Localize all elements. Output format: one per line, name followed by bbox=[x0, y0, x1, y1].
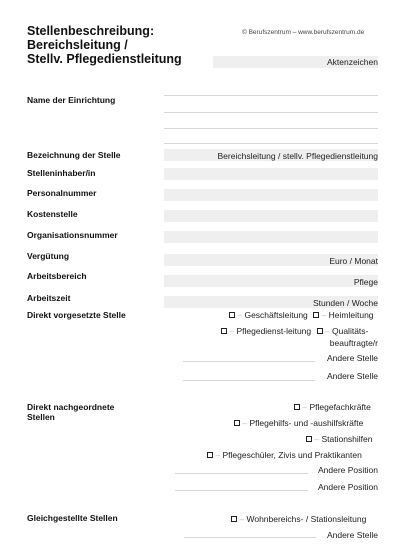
option-geschaeftsleitung[interactable]: – Geschäftsleitung – Heimleitung bbox=[229, 310, 374, 320]
andere-position-1: Andere Position bbox=[317, 465, 378, 475]
andere-position-line-1[interactable] bbox=[175, 473, 308, 474]
checkbox-icon[interactable] bbox=[207, 452, 213, 458]
checkbox-icon[interactable] bbox=[313, 312, 319, 318]
personalnummer-label: Personalnummer bbox=[27, 188, 97, 198]
copyright-notice: © Berufszentrum – www.berufszentrum.de bbox=[242, 29, 365, 36]
arbeitsbereich-label: Arbeitsbereich bbox=[27, 271, 87, 281]
organisationsnummer-field[interactable] bbox=[164, 231, 378, 243]
checkbox-icon[interactable] bbox=[317, 328, 323, 334]
option-label: Pflegeschüler, Zivis und Praktikanten bbox=[222, 450, 362, 460]
einrichtung-line-4[interactable] bbox=[164, 143, 378, 144]
gleich-andere-stelle: Andere Stelle bbox=[326, 530, 378, 540]
option-label: Wohnbereichs- / Stationsleitung bbox=[246, 514, 367, 524]
document-title bbox=[27, 24, 182, 66]
stelleninhaber-label: Stelleninhaber/in bbox=[27, 168, 96, 178]
option-label: Heimleitung bbox=[328, 310, 374, 320]
personalnummer-field[interactable] bbox=[164, 189, 378, 201]
kostenstelle-label: Kostenstelle bbox=[27, 209, 78, 219]
option-label: Qualitäts- bbox=[331, 326, 369, 336]
option-label: Stationshilfen bbox=[321, 434, 373, 444]
gleich-andere-stelle-line[interactable] bbox=[184, 537, 316, 538]
andere-position-line-2[interactable] bbox=[175, 490, 308, 491]
nachgeordnete-label-line-2: Stellen bbox=[27, 412, 55, 422]
title-line-1: Stellenbeschreibung: bbox=[27, 24, 155, 38]
option-pflegefachkraefte[interactable]: – Pflegefachkräfte bbox=[294, 402, 371, 412]
option-label-cont: beauftragte/r bbox=[329, 338, 378, 348]
checkbox-icon[interactable] bbox=[231, 516, 237, 522]
title-line-3: Stellv. Pflegedienstleitung bbox=[27, 52, 182, 66]
option-pflegedienstleitung[interactable]: – Pflegedienst-leitung – Qualitäts- bbox=[221, 326, 368, 336]
option-label: Pflegehilfs- und -aushilfskräfte bbox=[249, 418, 364, 428]
arbeitszeit-value: Stunden / Woche bbox=[312, 298, 378, 308]
option-label: Pflegefachkräfte bbox=[309, 402, 371, 412]
verguetung-value: Euro / Monat bbox=[329, 256, 378, 266]
gleichgestellte-label: Gleichgestellte Stellen bbox=[27, 513, 118, 523]
checkbox-icon[interactable] bbox=[294, 404, 300, 410]
title-line-2: Bereichsleitung / bbox=[27, 38, 128, 52]
arbeitszeit-label: Arbeitszeit bbox=[27, 293, 71, 303]
aktenzeichen-label: Aktenzeichen bbox=[326, 57, 378, 67]
checkbox-icon[interactable] bbox=[306, 436, 312, 442]
einrichtung-label: Name der Einrichtung bbox=[27, 95, 116, 105]
option-label: Geschäftsleitung bbox=[244, 310, 308, 320]
nachgeordnete-label-line-1: Direkt nachgeordnete bbox=[27, 402, 115, 412]
einrichtung-line-1[interactable] bbox=[164, 95, 378, 96]
einrichtung-line-3[interactable] bbox=[164, 128, 378, 129]
option-pflegehilfskraefte[interactable]: – Pflegehilfs- und -aushilfskräfte bbox=[234, 418, 363, 428]
verguetung-label: Vergütung bbox=[27, 251, 70, 261]
andere-stelle-2: Andere Stelle bbox=[326, 371, 378, 381]
checkbox-icon[interactable] bbox=[234, 420, 240, 426]
andere-stelle-1: Andere Stelle bbox=[326, 353, 378, 363]
option-wohnbereichsleitung[interactable]: – Wohnbereichs- / Stationsleitung bbox=[231, 514, 366, 524]
option-label: Pflegedienst-leitung bbox=[236, 326, 312, 336]
option-stationshilfen[interactable]: – Stationshilfen bbox=[306, 434, 373, 444]
arbeitsbereich-value: Pflege bbox=[353, 277, 378, 287]
andere-stelle-line-1[interactable] bbox=[183, 361, 315, 362]
checkbox-icon[interactable] bbox=[221, 328, 227, 334]
option-pflegeschueler[interactable]: – Pflegeschüler, Zivis und Praktikanten bbox=[207, 450, 362, 460]
einrichtung-line-2[interactable] bbox=[164, 112, 378, 113]
kostenstelle-field[interactable] bbox=[164, 210, 378, 222]
nachgeordnete-label bbox=[27, 402, 114, 422]
andere-position-2: Andere Position bbox=[317, 482, 378, 492]
checkbox-icon[interactable] bbox=[229, 312, 235, 318]
organisationsnummer-label: Organisationsnummer bbox=[27, 230, 118, 240]
vorgesetzte-label: Direkt vorgesetzte Stelle bbox=[27, 310, 126, 320]
bezeichnung-label: Bezeichnung der Stelle bbox=[27, 150, 121, 160]
stelleninhaber-field[interactable] bbox=[164, 168, 378, 180]
bezeichnung-value: Bereichsleitung / stellv. Pflegedienstleitung bbox=[217, 151, 378, 161]
andere-stelle-line-2[interactable] bbox=[183, 380, 315, 381]
